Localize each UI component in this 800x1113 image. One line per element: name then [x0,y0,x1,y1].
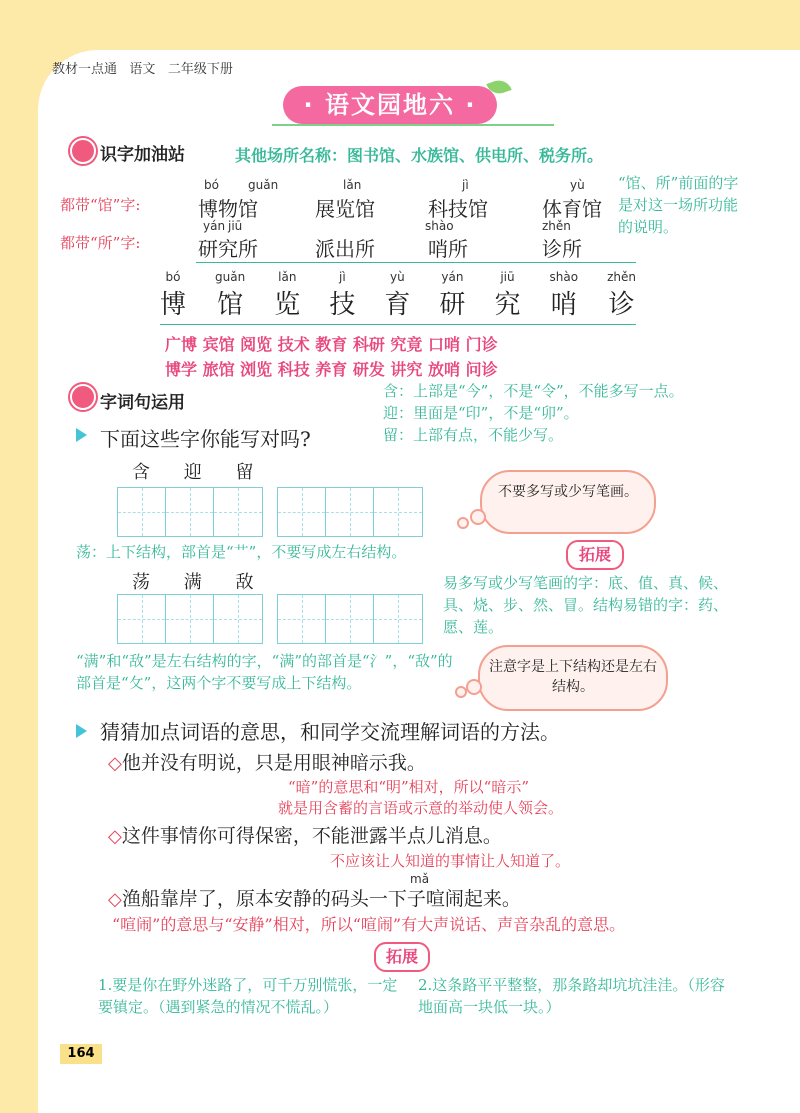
side-note-guan-suo: “馆、所”前面的字是对这一场所功能的说明。 [618,174,739,236]
diamond-icon: ◇ [108,753,122,774]
grid-cell[interactable] [278,488,326,536]
word-row-2: 博学 旅馆 浏览 科技 养育 研发 讲究 放哨 问诊 [165,360,498,379]
extension-example-1: 1.要是你在野外迷路了，可千万别慌张，一定要镇定。（遇到紧急的情况不慌乱。） [98,976,398,1016]
grid-cell[interactable] [278,595,326,643]
char: 哨 [550,290,577,320]
pinyin: mǎ [410,872,430,886]
note-anshi-2: 就是用含蓄的言语或示意的举动使人领会。 [278,799,564,817]
word-zhanlanguan: 展览馆 [315,197,375,221]
subject-name: 语文 [129,62,156,77]
word-shaosuo: 哨所 [428,237,468,261]
char: 览 [274,290,301,320]
char: 育 [384,290,411,320]
word-bowuguan: 博物馆 [198,197,258,221]
sentence-b [108,821,502,848]
pinyin: zhěn [607,270,636,284]
note-anshi-1: “暗”的意思和“明”相对，所以“暗示” [288,778,530,796]
diamond-icon: ◇ [108,889,122,910]
page-number: 164 [60,1044,102,1064]
grid-cell[interactable] [166,488,214,536]
pinyin: yù [390,270,405,284]
pinyin: yù [570,178,585,192]
diamond-icon: ◇ [108,826,122,847]
pinyin: jiū [228,219,243,233]
pinyin: zhěn [542,219,571,233]
pinyin: bó [204,178,219,192]
pinyin: lǎn [278,270,297,284]
writing-grid [117,487,263,537]
grid-cell[interactable] [374,488,422,536]
word-row-1: 广博 宾馆 阅览 技术 教育 科研 究竟 口哨 门诊 [165,335,498,354]
tip-bubble-1: 不要多写或少写笔画。 [480,470,656,534]
book-name: 教材一点通 [52,62,118,77]
char-item [274,270,300,321]
writing-grid [277,594,423,644]
char: 馆 [217,290,244,320]
note-liu: 留：上部有点，不能少写。 [383,426,564,444]
char: 诊 [608,290,635,320]
char: 研 [439,290,466,320]
question-2: 猜猜加点词语的意思，和同学交流理解词语的方法。 [100,720,560,744]
divider [160,324,636,325]
bubble-dot [466,679,482,695]
note-xuannao: “喧闹”的意思与“安静”相对，所以“喧闹”有大声说话、声音杂乱的意思。 [112,915,626,934]
grid-cell[interactable] [118,488,166,536]
word-zhensuo: 诊所 [542,237,582,261]
divider [196,262,636,263]
pinyin: bó [165,270,181,284]
tip-bubble-2: 注意字是上下结构还是左右结构。 [478,645,668,711]
bullet-triangle-icon [76,428,87,442]
char-group-1: 含 迎 留 [132,462,268,483]
pinyin: lǎn [343,178,362,192]
places-intro: 其他场所名称：图书馆、水族馆、供电所、税务所。 [235,146,604,165]
char-item [439,270,465,321]
char-item [494,270,520,321]
page-title: · 语文园地六 · [283,86,497,124]
suo-label: 都带“所”字: [60,234,141,252]
sentence-b-text: 这件事情你可得保密，不能泄露半点儿消息。 [121,825,502,847]
char: 技 [329,290,356,320]
char-item [215,270,245,321]
page-title-text: 语文园地六 [325,91,455,119]
pinyin: yán [441,270,464,284]
grid-cell[interactable] [118,595,166,643]
bubble-dot [455,686,467,698]
question-1: 下面这些字你能写对吗? [100,427,311,451]
title-underline [272,124,554,126]
pencil-icon [70,138,96,164]
char-group-2: 荡 满 敌 [132,572,268,593]
pinyin: shào [425,219,454,233]
guan-label: 都带“馆”字: [60,196,141,214]
char-item [160,270,186,321]
writing-grid [117,594,263,644]
bullet-triangle-icon [76,724,87,738]
sentence-c-text: 渔船靠岸了，原本安静的码头一下子喧闹起来。 [121,888,521,910]
extension-tag: 拓展 [374,942,430,972]
char-item [607,270,636,321]
sentence-a-text: 他并没有明说，只是用眼神暗示我。 [121,752,426,774]
section-title-ziciju: 字词句运用 [100,393,185,413]
sentence-c [108,884,521,911]
grid-cell[interactable] [214,488,262,536]
pinyin: guǎn [248,178,279,192]
pinyin: shào [549,270,579,284]
writing-grid [277,487,423,537]
extension-note: 易多写或少写笔画的字：底、值、真、候、具、烧、步、然、冒。结构易错的字：药、愿、莲。 [443,574,729,636]
char: 博 [160,290,187,320]
extension-tag: 拓展 [566,540,624,570]
char-item [329,270,355,321]
bubble-dot [457,517,469,529]
note-man-di: “满”和“敌”是左右结构的字，“满”的部首是“氵”，“敌”的部首是“攵”，这两个字不要写成上下结构。 [76,652,453,692]
section-title-shizi: 识字加油站 [100,145,185,165]
pinyin: yán [203,219,226,233]
grid-cell[interactable] [166,595,214,643]
extension-example-2: 2.这条路平平整整，那条路却坑坑洼洼。（形容地面高一块低一块。） [418,976,725,1016]
pinyin: jì [338,270,346,284]
char-item [550,270,579,321]
char: 究 [494,290,521,320]
note-dang: 荡：上下结构，部首是“艹”，不要写成左右结构。 [76,543,407,561]
grade-name: 二年级下册 [167,62,233,77]
word-tiyuguan: 体育馆 [542,197,602,221]
bubble-dot [470,509,486,525]
note-xielu: 不应该让人知道的事情让人知道了。 [330,852,571,870]
pencil-icon [70,384,96,410]
word-kejiguan: 科技馆 [428,197,488,221]
char-item [384,270,410,321]
pinyin: jiū [500,270,515,284]
header [52,58,233,77]
word-paichusuo: 派出所 [315,237,375,261]
sentence-a [108,748,426,775]
pinyin: guǎn [215,270,246,284]
grid-cell[interactable] [374,595,422,643]
note-han: 含：上部是“今”，不是“令”，不能多写一点。 [383,382,684,400]
pinyin: jì [462,178,469,192]
grid-cell[interactable] [326,488,374,536]
char-list [160,270,636,321]
note-ying: 迎：里面是“印”，不是“卯”。 [383,404,579,422]
grid-cell[interactable] [214,595,262,643]
grid-cell[interactable] [326,595,374,643]
word-yanjiusuo: 研究所 [198,237,258,261]
char-notes-top [383,380,743,446]
